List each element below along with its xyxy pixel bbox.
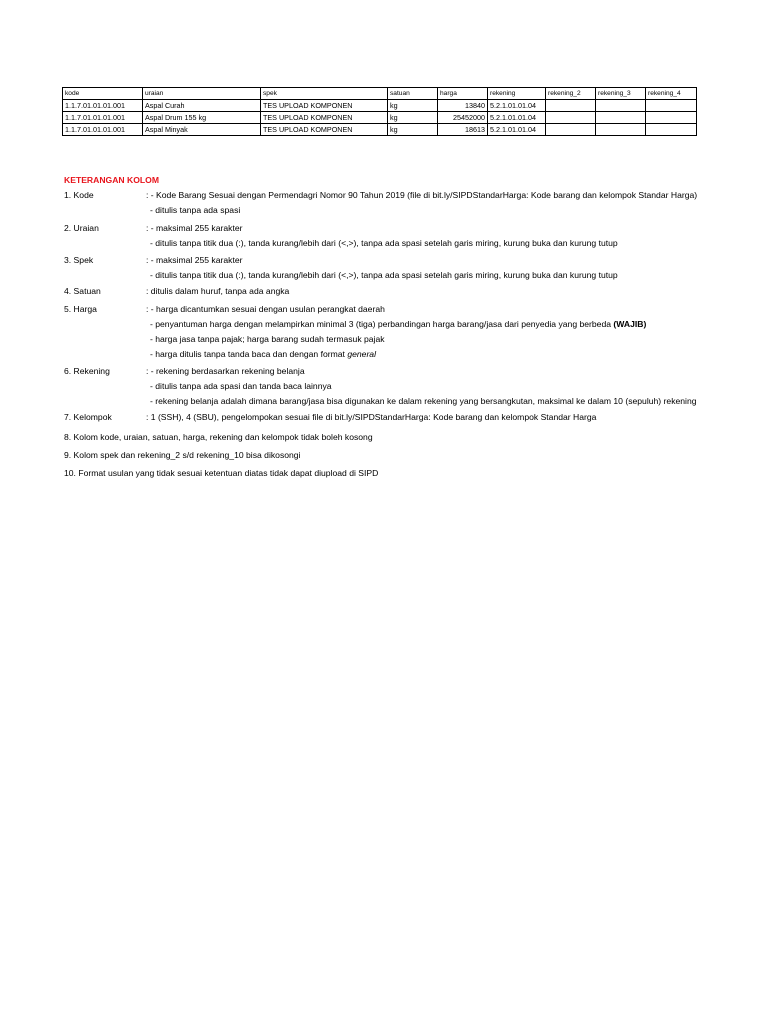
ket-rekening-line1: : - rekening berdasarkan rekening belanja [146,366,305,376]
header-spek[interactable]: spek [261,88,388,100]
cell-harga[interactable]: 25452000 [438,112,488,124]
ket-harga-line3: - harga jasa tanpa pajak; harga barang sudah termasuk pajak [150,334,385,344]
cell-spek[interactable]: TES UPLOAD KOMPONEN [261,100,388,112]
keterangan-title: KETERANGAN KOLOM [64,175,160,185]
cell-rekening[interactable]: 5.2.1.01.01.04 [488,124,546,136]
cell-rekening-4[interactable] [646,112,697,124]
ket-spek-line1: : - maksimal 255 karakter [146,255,243,265]
ket-note-8: 8. Kolom kode, uraian, satuan, harga, rekening dan kelompok tidak boleh kosong [64,432,373,442]
cell-rekening-2[interactable] [546,124,596,136]
cell-uraian[interactable]: Aspal Drum 155 kg [143,112,261,124]
ket-harga [0,302,768,362]
ket-rekening [0,364,768,409]
cell-rekening-4[interactable] [646,124,697,136]
cell-rekening-3[interactable] [596,124,646,136]
table-row [63,124,697,136]
ket-harga-line1: : - harga dicantumkan sesuai dengan usulan perangkat daerah [146,304,385,314]
ket-satuan-line1: : ditulis dalam huruf, tanpa ada angka [146,286,290,296]
data-table [62,87,697,136]
table-header-row [63,88,697,100]
ket-spek-line2: - ditulis tanpa titik dua (:), tanda kurang/lebih dari (<,>), tanpa ada spasi setelah garis miring, kurung buka dan kurung tutup [150,270,618,280]
cell-rekening-4[interactable] [646,100,697,112]
cell-spek[interactable]: TES UPLOAD KOMPONEN [261,112,388,124]
cell-spek[interactable]: TES UPLOAD KOMPONEN [261,124,388,136]
cell-satuan[interactable]: kg [388,124,438,136]
header-rekening[interactable]: rekening [488,88,546,100]
cell-rekening[interactable]: 5.2.1.01.01.04 [488,112,546,124]
ket-note-10: 10. Format usulan yang tidak sesuai ketentuan diatas tidak dapat diupload di SIPD [64,468,379,478]
ket-kode-label: 1. Kode [64,190,94,200]
cell-kode[interactable]: 1.1.7.01.01.01.001 [63,112,143,124]
ket-rekening-line3: - rekening belanja adalah dimana barang/jasa bisa digunakan ke dalam rekening yang bersangkutan, maksimal ke dalam 10 (sepuluh) rekening [150,396,697,406]
ket-kode-line1: : - Kode Barang Sesuai dengan Permendagri Nomor 90 Tahun 2019 (file di bit.ly/SIPDStandarHarga: Kode barang dan kelompok Standar Harga) [146,190,698,200]
ket-kelompok [0,410,768,425]
cell-rekening-2[interactable] [546,100,596,112]
ket-kelompok-label: 7. Kelompok [64,412,112,422]
cell-uraian[interactable]: Aspal Curah [143,100,261,112]
cell-satuan[interactable]: kg [388,112,438,124]
ket-spek-label: 3. Spek [64,255,94,265]
ket-uraian-label: 2. Uraian [64,223,99,233]
cell-harga[interactable]: 13840 [438,100,488,112]
ket-kode-line2: - ditulis tanpa ada spasi [150,205,241,215]
cell-rekening-3[interactable] [596,100,646,112]
cell-kode[interactable]: 1.1.7.01.01.01.001 [63,124,143,136]
ket-satuan [0,284,768,299]
table-row [63,100,697,112]
header-uraian[interactable]: uraian [143,88,261,100]
ket-note-9: 9. Kolom spek dan rekening_2 s/d rekening_10 bisa dikosongi [64,450,301,460]
ket-spek [0,253,768,283]
ket-rekening-label: 6. Rekening [64,366,110,376]
ket-satuan-label: 4. Satuan [64,286,101,296]
header-harga[interactable]: harga [438,88,488,100]
ket-rekening-line2: - ditulis tanpa ada spasi dan tanda baca lainnya [150,381,332,391]
header-rekening-2[interactable]: rekening_2 [546,88,596,100]
cell-rekening-2[interactable] [546,112,596,124]
ket-uraian [0,221,768,251]
ket-kode [0,188,768,218]
ket-harga-label: 5. Harga [64,304,97,314]
header-satuan[interactable]: satuan [388,88,438,100]
ket-uraian-line2: - ditulis tanpa titik dua (:), tanda kurang/lebih dari (<,>), tanpa ada spasi setelah garis miring, kurung buka dan kurung tutup [150,238,618,248]
cell-harga[interactable]: 18613 [438,124,488,136]
header-rekening-4[interactable]: rekening_4 [646,88,697,100]
cell-satuan[interactable]: kg [388,100,438,112]
ket-harga-line2: - penyantuman harga dengan melampirkan minimal 3 (tiga) perbandingan harga barang/jasa dari penyedia yang berbeda (WAJIB) [150,319,647,329]
table-row [63,112,697,124]
header-rekening-3[interactable]: rekening_3 [596,88,646,100]
ket-kelompok-line1: : 1 (SSH), 4 (SBU), pengelompokan sesuai file di bit.ly/SIPDStandarHarga: Kode barang dan kelompok Standar Harga [146,412,597,422]
cell-uraian[interactable]: Aspal Minyak [143,124,261,136]
header-kode[interactable]: kode [63,88,143,100]
ket-harga-line4: - harga ditulis tanpa tanda baca dan dengan format general [150,349,376,359]
cell-kode[interactable]: 1.1.7.01.01.01.001 [63,100,143,112]
cell-rekening-3[interactable] [596,112,646,124]
cell-rekening[interactable]: 5.2.1.01.01.04 [488,100,546,112]
ket-uraian-line1: : - maksimal 255 karakter [146,223,243,233]
